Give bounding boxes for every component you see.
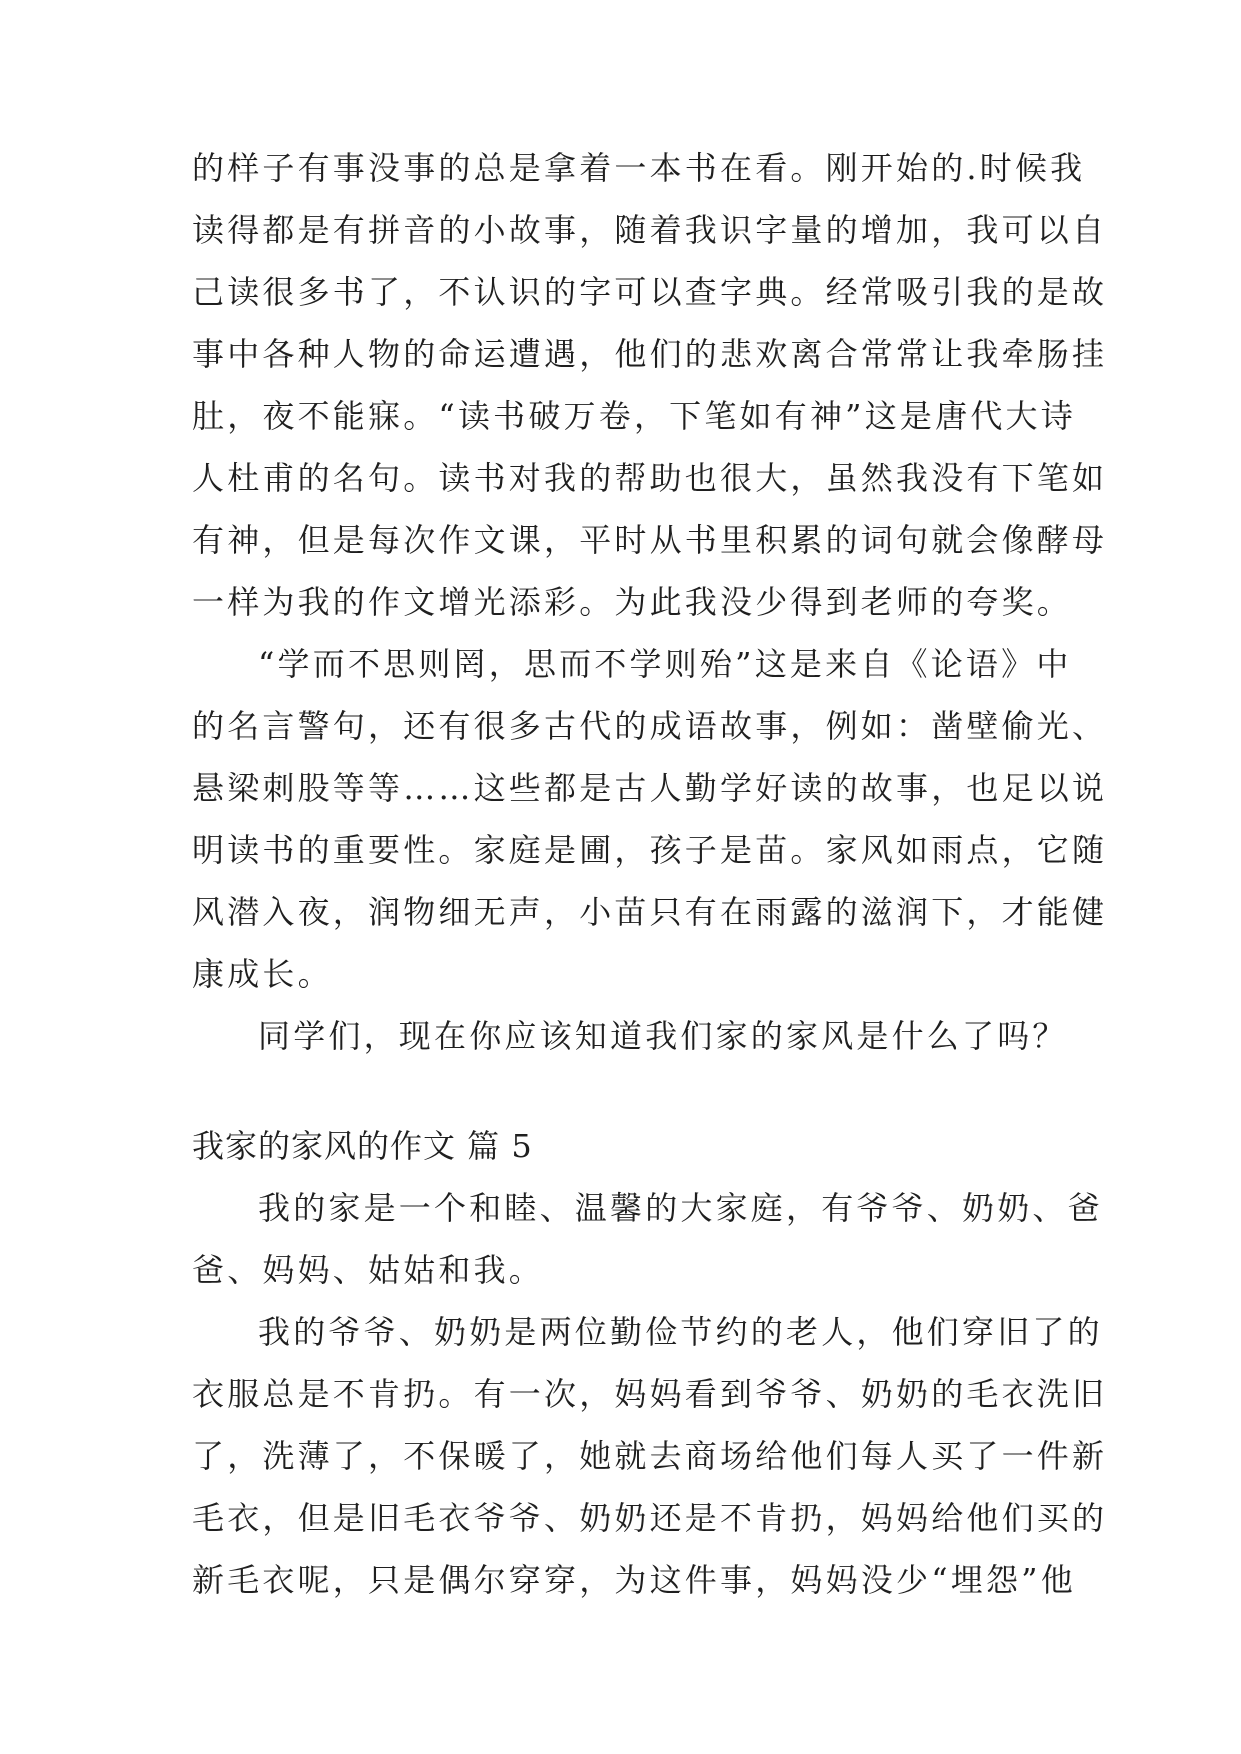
text-line: 明读书的重要性。家庭是圃，孩子是苗。家风如雨点，它随 xyxy=(192,831,1108,869)
text-line: 肚，夜不能寐。“读书破万卷，下笔如有神”这是唐代大诗 xyxy=(192,397,1076,435)
text-line: “学而不思则罔，思而不学则殆”这是来自《论语》中 xyxy=(258,645,1072,683)
text-line: 读得都是有拼音的小故事，随着我识字量的增加，我可以自 xyxy=(192,211,1108,249)
text-line: 新毛衣呢，只是偶尔穿穿，为这件事，妈妈没少“埋怨”他 xyxy=(192,1561,1076,1599)
text-line: 同学们，现在你应该知道我们家的家风是什么了吗？ xyxy=(258,1017,1068,1055)
text-line: 的样子有事没事的总是拿着一本书在看。刚开始的.时候我 xyxy=(192,149,1086,187)
text-line: 悬梁刺股等等……这些都是古人勤学好读的故事，也足以说 xyxy=(192,769,1108,807)
text-line: 衣服总是不肯扔。有一次，妈妈看到爷爷、奶奶的毛衣洗旧 xyxy=(192,1375,1108,1413)
text-line: 我的爷爷、奶奶是两位勤俭节约的老人，他们穿旧了的 xyxy=(258,1313,1103,1351)
text-line: 事中各种人物的命运遭遇，他们的悲欢离合常常让我牵肠挂 xyxy=(192,335,1108,373)
text-line: 毛衣，但是旧毛衣爷爷、奶奶还是不肯扔，妈妈给他们买的 xyxy=(192,1499,1108,1537)
text-line: 的名言警句，还有很多古代的成语故事，例如：凿壁偷光、 xyxy=(192,707,1108,745)
text-line: 己读很多书了，不认识的字可以查字典。经常吸引我的是故 xyxy=(192,273,1108,311)
text-line: 我的家是一个和睦、温馨的大家庭，有爷爷、奶奶、爸 xyxy=(258,1189,1103,1227)
text-line: 人杜甫的名句。读书对我的帮助也很大，虽然我没有下笔如 xyxy=(192,459,1108,497)
text-line: 一样为我的作文增光添彩。为此我没少得到老师的夸奖。 xyxy=(192,583,1073,621)
text-line: 有神，但是每次作文课，平时从书里积累的词句就会像酵母 xyxy=(192,521,1108,559)
section-heading: 我家的家风的作文 篇 5 xyxy=(192,1127,533,1165)
text-line: 了，洗薄了，不保暖了，她就去商场给他们每人买了一件新 xyxy=(192,1437,1108,1475)
text-line: 爸、妈妈、姑姑和我。 xyxy=(192,1251,545,1289)
text-line: 康成长。 xyxy=(192,955,333,993)
text-line: 风潜入夜，润物细无声，小苗只有在雨露的滋润下，才能健 xyxy=(192,893,1108,931)
